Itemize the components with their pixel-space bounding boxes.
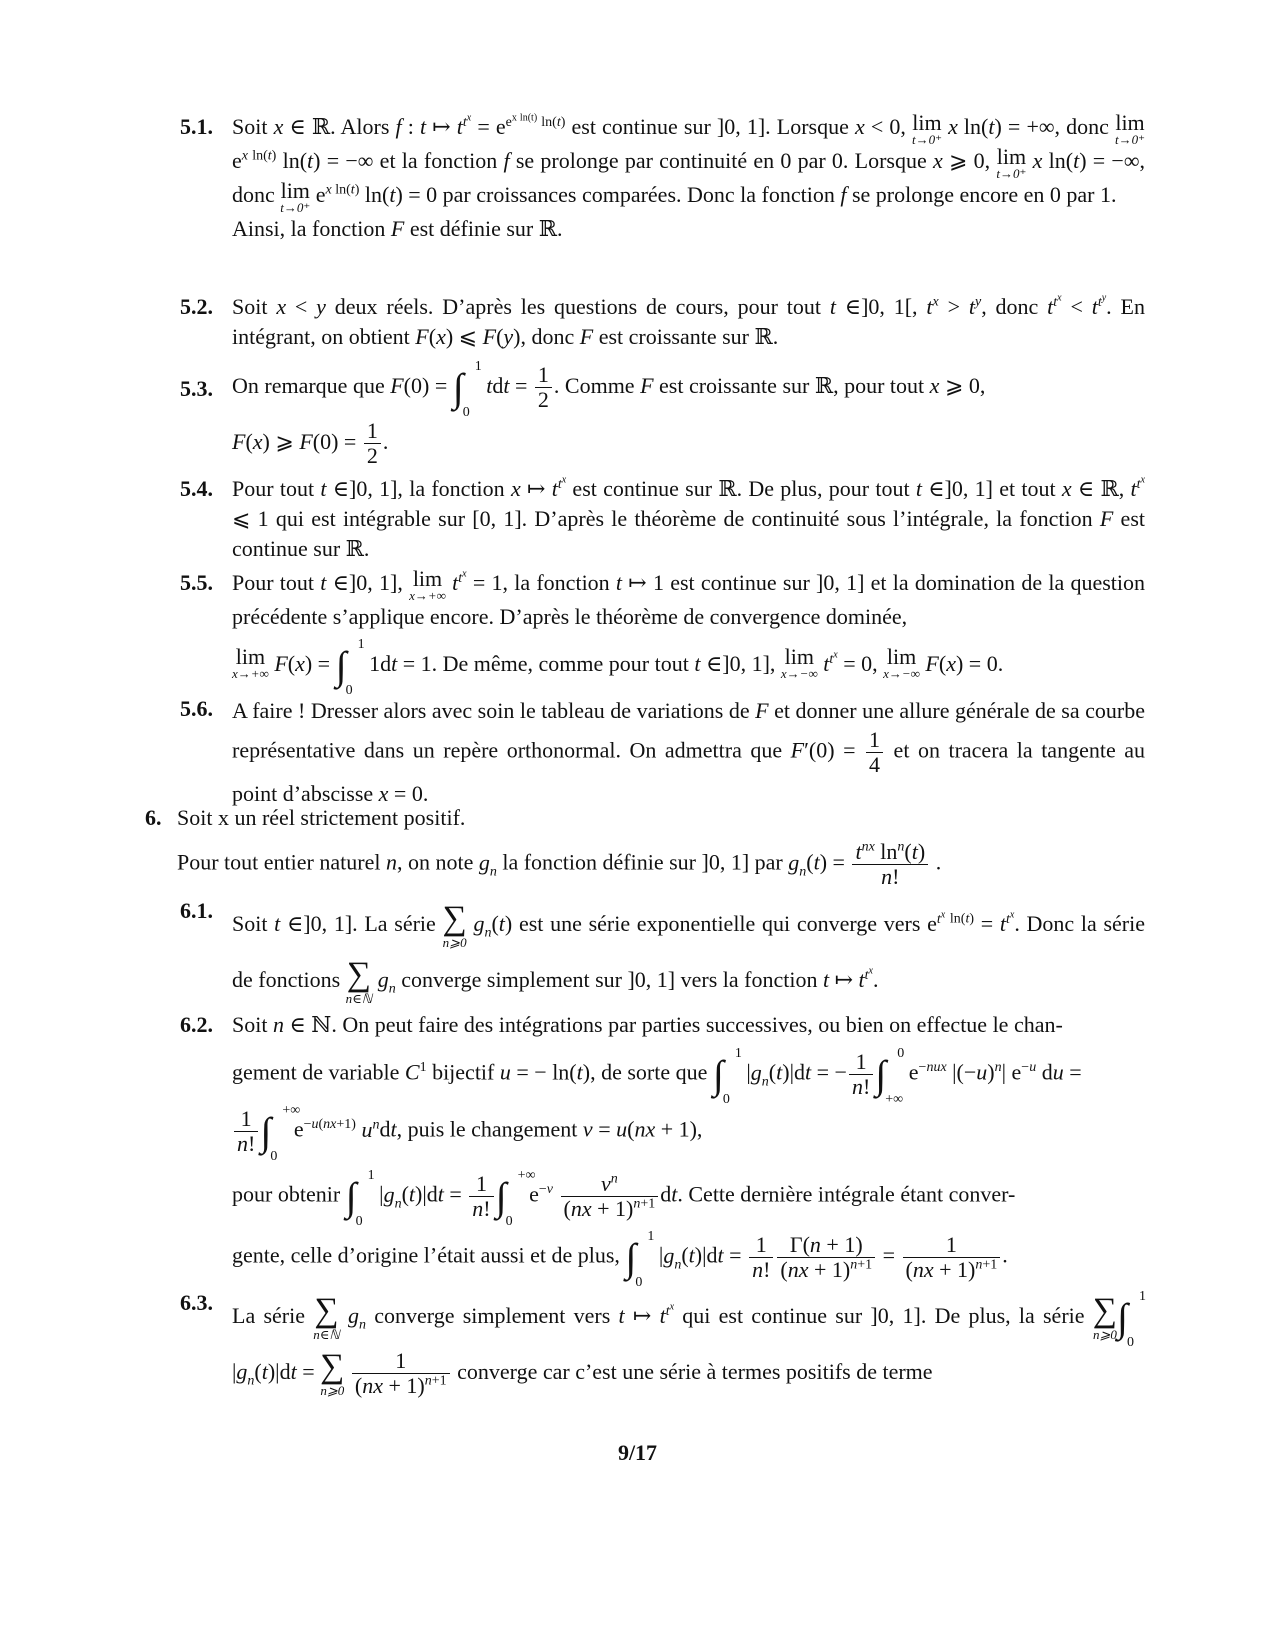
- answer-5-5: [180, 566, 1146, 698]
- answer-text: Pour tout t ∈]0, 1], la fonction x ↦ $t^{t^x}$ est continue sur ℝ. De plus, pour tout t ∈]0, 1] et tout x ∈ ℝ, $t^{t^x}$ ⩽ 1 qui est intégrable sur [0, 1]. D’après le théorème de continuité sous l’intégrale, la fonction F est continue sur ℝ.: [232, 474, 1145, 561]
- answer-label: 5.4.: [180, 476, 213, 501]
- answer-label: 6.3.: [180, 1290, 213, 1315]
- answer-5-1: [180, 112, 1145, 244]
- answer-text: La série ∑ n∈ℕ $g_n$ converge simplement vers t ↦ $t^{t^x}$ qui est continue sur ]0, 1]. De plus, la série ∑ n⩾0 ∫ 1 0 $|g_n(t)|dt$ = ∑ n⩾0 $\frac{1}{(nx + 1)^{n+1}}$ converge car c’est une série à termes positifs de terme: [232, 1288, 1147, 1399]
- answer-label: 5.3.: [180, 376, 213, 401]
- answer-6-2: [180, 1010, 1145, 1290]
- answer-5-2: [180, 292, 1145, 352]
- answer-label: 6.2.: [180, 1012, 213, 1037]
- answer-text: A faire ! Dresser alors avec soin le tableau de variations de F et donner une allure générale de sa courbe représentative dans un repère orthonormal. On admettra que F′(0) = $\frac{1}{4}$ et on tracera la tangente au point d’abscisse x = 0.: [232, 698, 1145, 806]
- answer-5-3: [180, 358, 1145, 470]
- answer-5-4: [180, 474, 1145, 564]
- answer-label: 6.1.: [180, 898, 213, 923]
- answer-label: 5.2.: [180, 294, 213, 319]
- answer-text: Soit t ∈]0, 1]. La série ∑ n⩾0 $g_n(t)$ est une série exponentielle qui converge vers $e^{t^x ln(t)} = t^{t^x}$. Donc la série de fonctions ∑ n∈ℕ $g_n$ converge simplement sur ]0, 1] vers la fonction t ↦ $t^{t^x}$.: [232, 899, 1146, 1006]
- answer-text: Soit x ∈ ℝ. Alors f : t ↦ $t^{t^x} = e^{e^{x ln(t)} ln(t)}$ est continue sur ]0, 1]. Lorsque x < 0, lim t→0⁺ x ln(t) = +∞, donc lim t→0⁺ $e^{x ln(t)}$ ln(t) = −∞ et la fonction f se prolonge par continuité en 0 par 0. Lorsque x ⩾ 0, lim t→0⁺ x ln(t) = −∞, donc lim t→0⁺ $e^{x ln(t)}$ ln(t) = 0 par croissances comparées. Donc la fonction f se prolonge encore en 0 par 1. Ainsi, la fonction F est définie sur ℝ.: [232, 110, 1146, 241]
- answer-text: Soit n ∈ ℕ. On peut faire des intégrations par parties successives, ou bien on effectue le chan- gement de variable $C^1$ bijectif u = − ln(t), de sorte que ∫ 1 0 $|g_n(t)|dt$ = − $\frac{1}{n!}$ ∫ 0 +∞ $e^{-nux}$ $|(-u)^n|$ $e^{-u}$ du = $\frac{1}{n!}$ ∫ +∞ 0 $e^{-u(nx+1)}$ $u^ndt$, puis le changement v = u(nx + 1), pour obtenir ∫ 1 0 $|g_n(t)|dt$ = $\frac{1}{n!}$ ∫ +∞ 0 $e^{-v}$ $\frac{v^n}{(nx + 1)^{n+1}}$ dt. Cette dernière intégrale étant conver- gente, celle d’origine l’était aussi et de plus, ∫ 1 0 $|g_n(t)|dt$ = $\frac{1}{n!}$ $\frac{\Gamma(n + 1)}{(nx + 1)^{n+1}}$ = $\frac{1}{(nx + 1)^{n+1}}$ .: [232, 1012, 1082, 1290]
- answer-text: Soit x < y deux réels. D’après les questions de cours, pour tout t ∈]0, 1[, $t^x > t^y$, donc $t^{t^x} < t^{t^y}$. En intégrant, on obtient F(x) ⩽ F(y), donc F est croissante sur ℝ.: [232, 292, 1145, 349]
- answer-label: 5.6.: [180, 696, 213, 721]
- answer-label: 5.5.: [180, 570, 213, 595]
- answer-label: 5.1.: [180, 114, 213, 139]
- question-text: Soit x un réel strictement positif.: [177, 805, 466, 830]
- answer-text: On remarque que F(0) = ∫ 1 0 tdt = $\frac{1}{2}$ . Comme F est croissante sur ℝ, pour tout x ⩾ 0, F(x) ⩾ F(0) = $\frac{1}{2}$ .: [232, 358, 986, 469]
- page-number: 9/17: [617, 1440, 658, 1465]
- answer-5-6: [180, 694, 1145, 811]
- question-6-intro: Pour tout entier naturel n, on note $g_n$ la fonction définie sur ]0, 1] par $g_n(t)$ = $\frac{t^{nx} \ln^n(t)}{n!}$ .: [177, 839, 942, 889]
- answer-text: Pour tout t ∈]0, 1], lim x→+∞ $t^{t^x} = 1$, la fonction t ↦ 1 est continue sur ]0, 1] et la domination de la question précédente s’applique encore. D’après le théorème de convergence dominée, lim x→+∞ F(x) = ∫ 1 0 1dt = 1. De même, comme pour tout t ∈]0, 1], lim x→−∞ $t^{t^x} = 0$, lim x→−∞ F(x) = 0.: [232, 566, 1146, 698]
- answer-6-1: [180, 896, 1145, 1008]
- question-label: 6.: [145, 805, 162, 830]
- answer-6-3: [180, 1288, 1145, 1400]
- question-6: [145, 803, 1145, 833]
